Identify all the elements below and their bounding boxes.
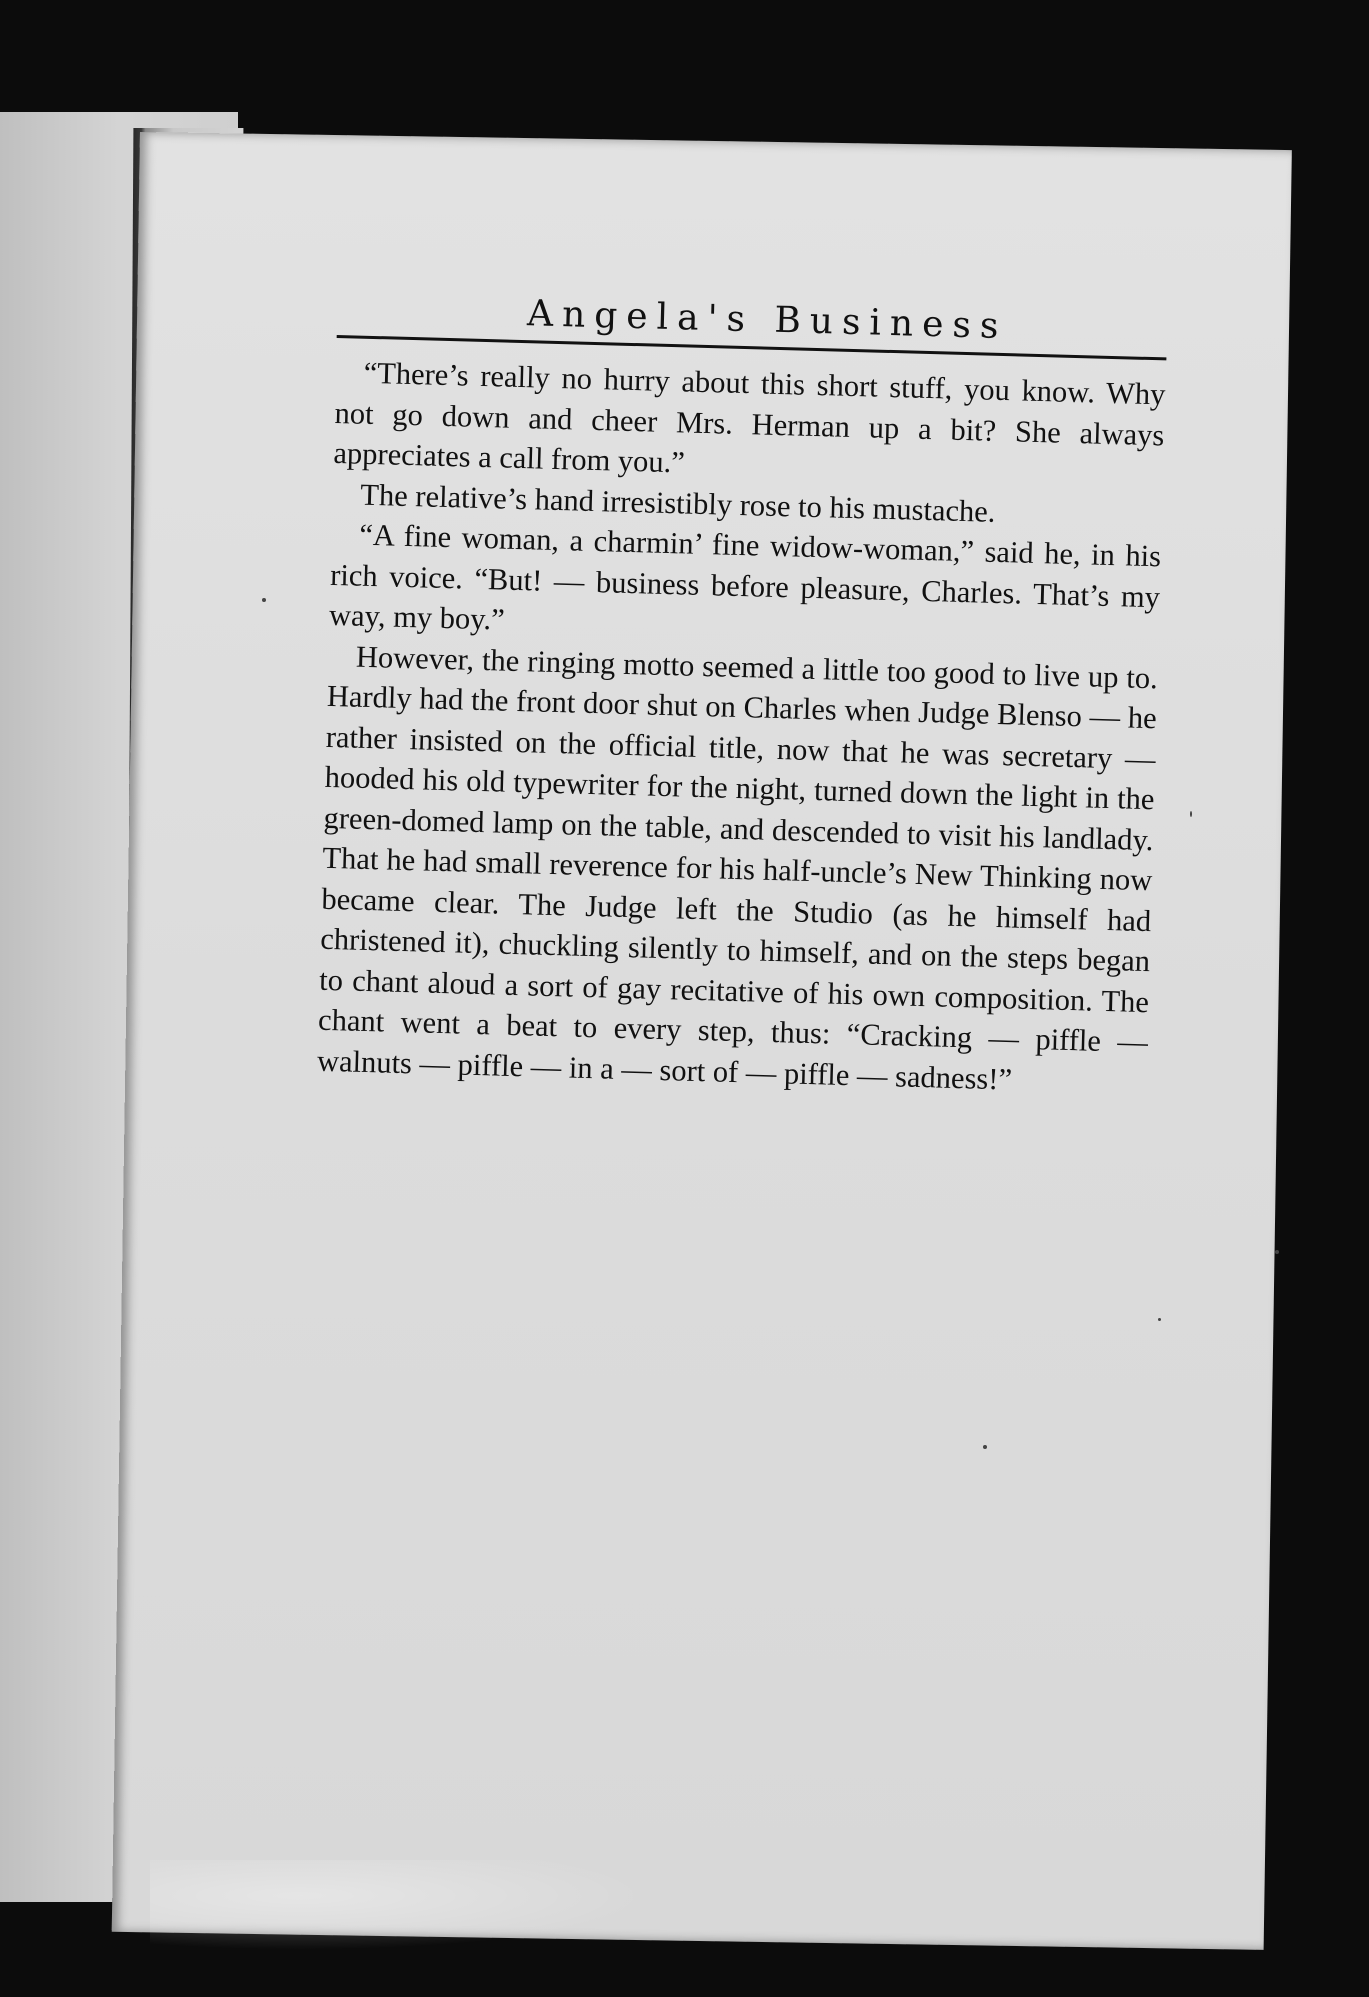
speck	[1275, 1250, 1279, 1254]
speck	[1190, 811, 1192, 817]
running-head: Angela's Business	[526, 293, 1008, 348]
paragraph-4: However, the ringing motto seemed a little too good to live up to. Hardly had the front door shut on Charles when Judge Blenso — he rather insisted on the official title, now that he was secretary — hooded his old typewriter for the night, turned down the light in the green-domed lamp on the table, and descended to visit his landlady. That he had small reverence for his half-uncle’s New Thinking now became clear. The Judge left the Studio (as he himself had christened it), chuckling silently to himself, and on the steps began to chant aloud a sort of gay recitative of his own composition. The chant went a beat to every step, thus: “Cracking — piffle — walnuts — piffle — in a — sort of — piffle — sadness!”	[316, 639, 1159, 1097]
paragraph-2: The relative’s hand irresistibly rose to his mustache.	[359, 477, 996, 529]
page-text	[317, 288, 1168, 1103]
speck	[262, 598, 266, 602]
paragraph-3: “A fine woman, a charmin’ fine widow-woman,” said he, in his rich voice. “But! — business before pleasure, Charles. That’s my way, my boy.”	[328, 517, 1162, 637]
speck	[983, 1445, 987, 1449]
paragraph-1: “There’s really no hurry about this short stuff, you know. Why not go down and cheer Mrs. Herman up a bit? She always appreciates a call from you.”	[333, 355, 1166, 480]
page-wear-mark	[150, 1860, 650, 1950]
speck	[1158, 1318, 1161, 1321]
